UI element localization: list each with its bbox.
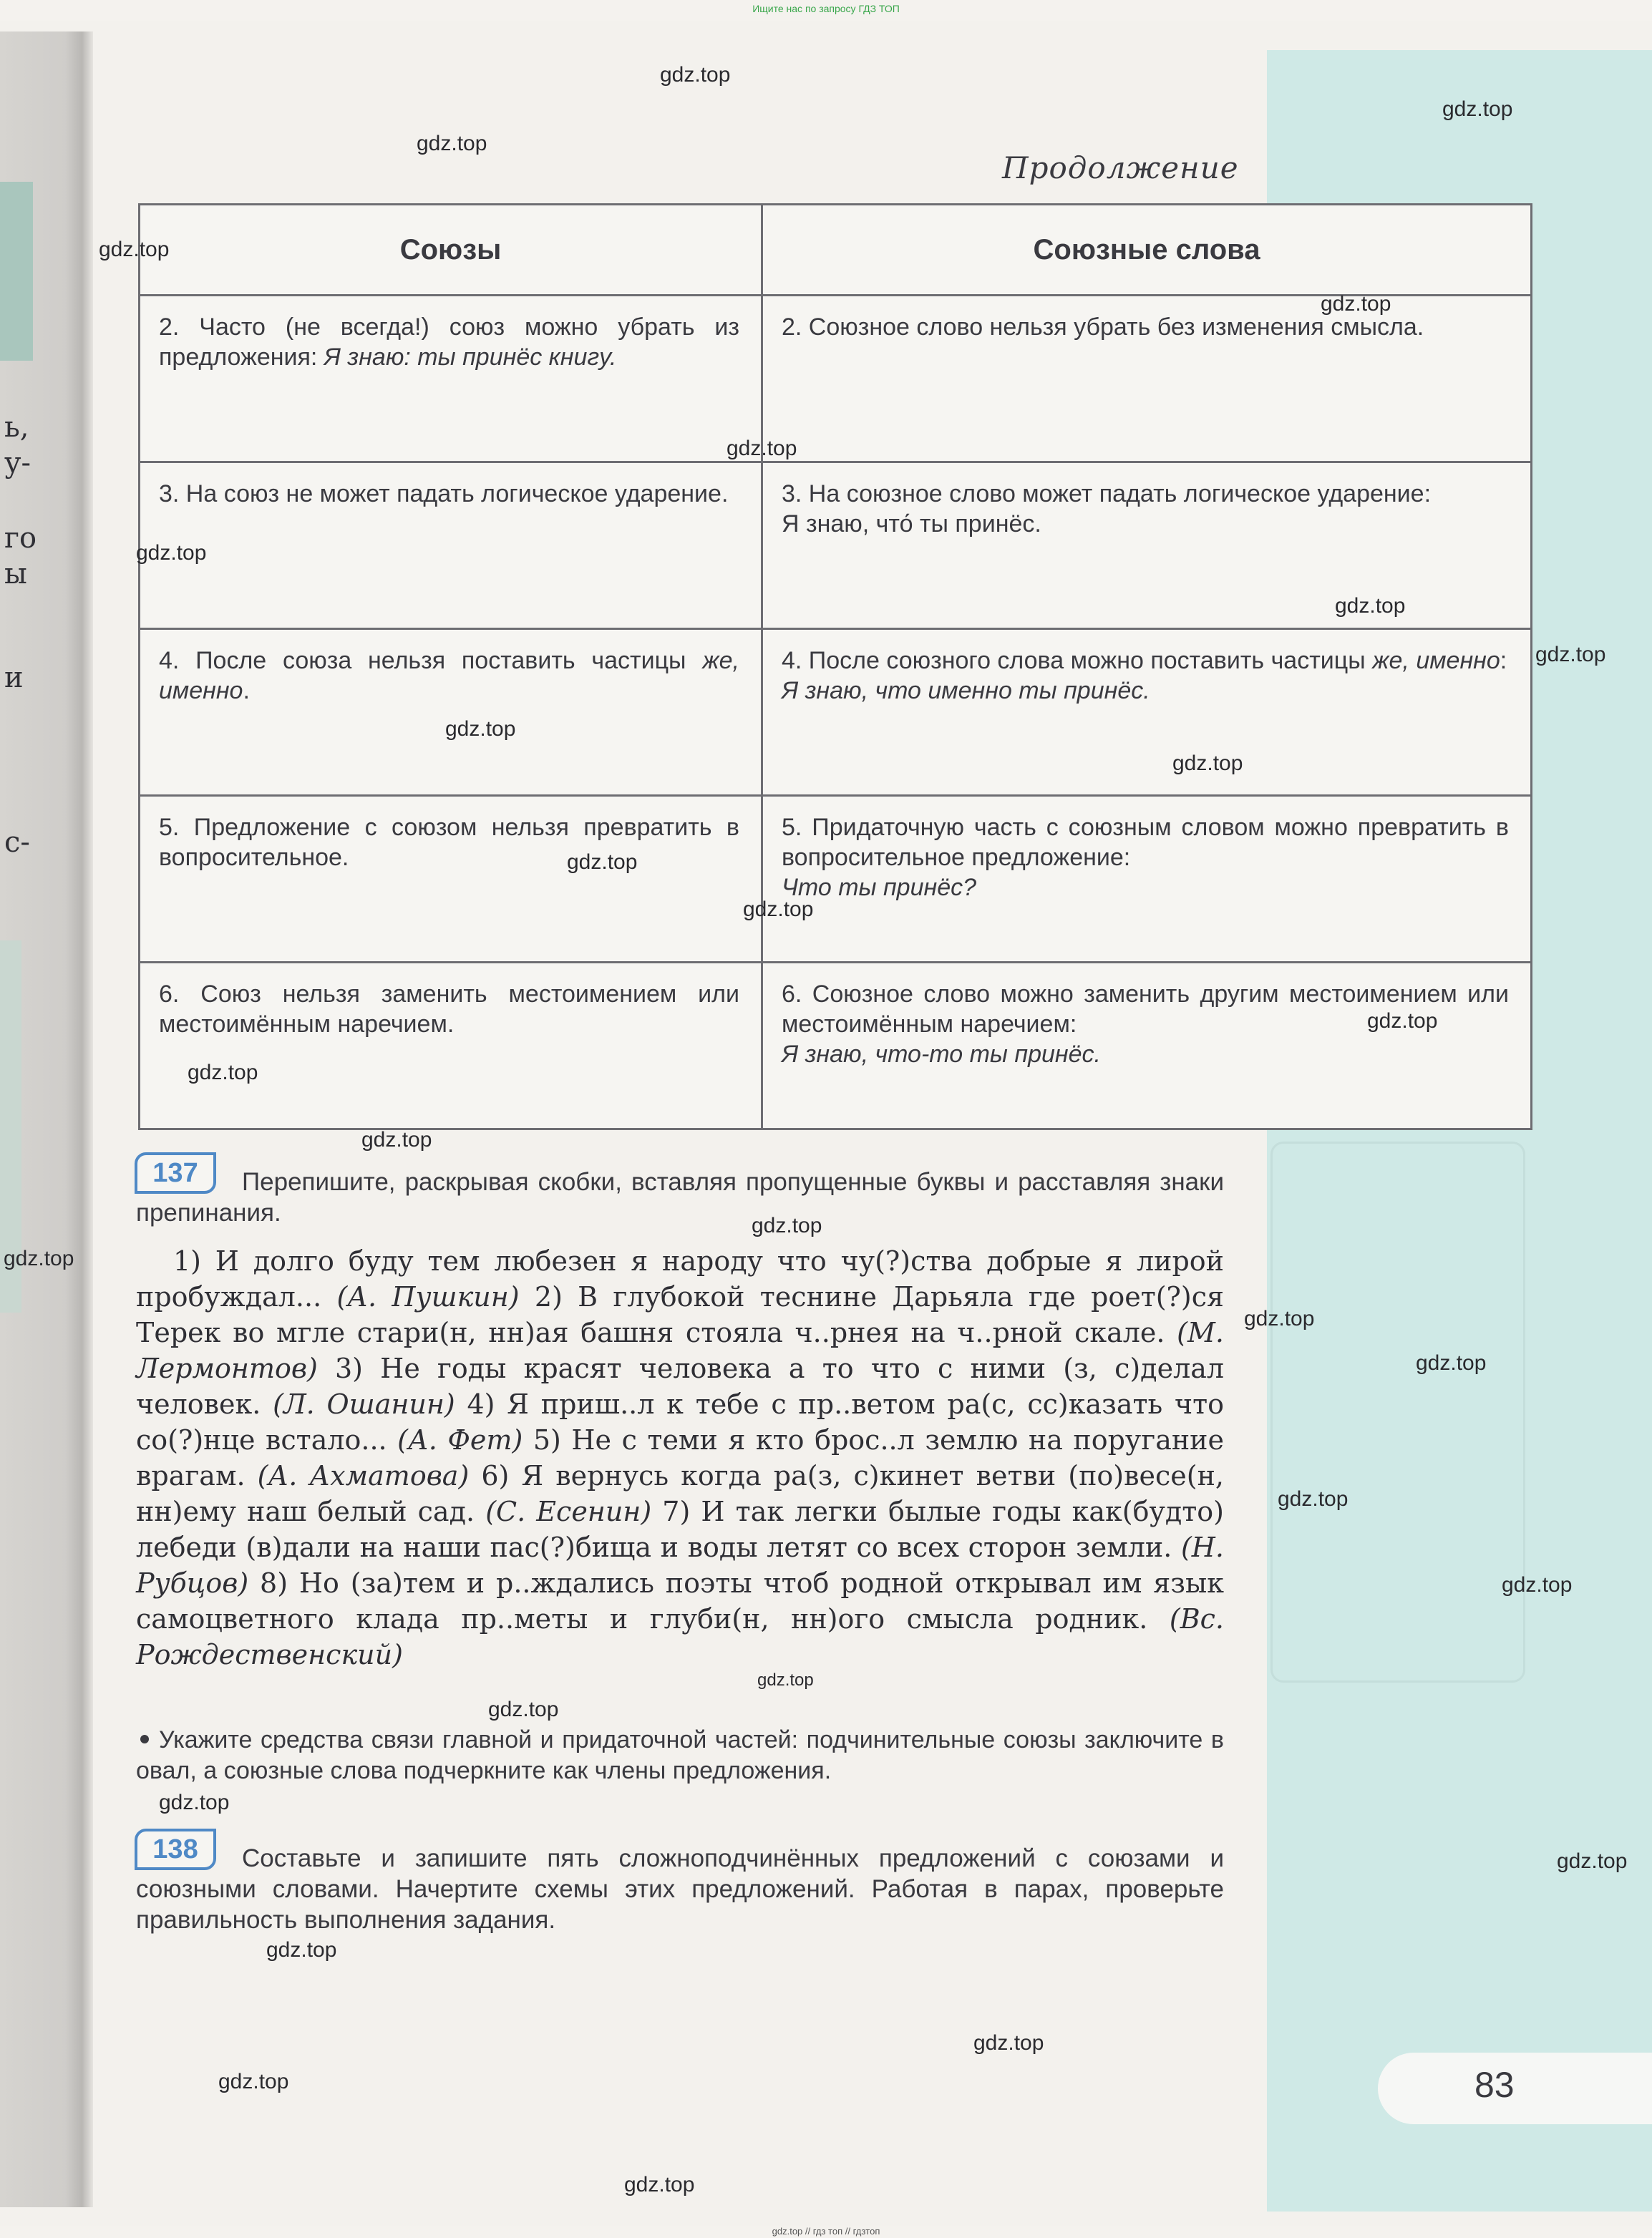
example-text: (Л. Ошанин) — [273, 1388, 455, 1420]
watermark: gdz.top — [188, 1061, 258, 1084]
text-segment: 2. Часто (не всегда!) союз можно убрать из предложения: — [159, 313, 739, 371]
text-segment: 3. На союзное слово может падать логическое ударение: — [782, 480, 1432, 507]
table-row — [140, 629, 1532, 796]
spine-letter: с- — [4, 826, 30, 859]
example-text: (А. Пушкин) — [336, 1281, 520, 1313]
watermark: gdz.top — [757, 1670, 814, 1690]
spine-letter: ы — [4, 558, 27, 590]
table-row — [140, 796, 1532, 963]
bullet-icon — [140, 1735, 149, 1743]
text-segment: 5) Не с теми я кто брос..л землю на поругание врагам. — [136, 1424, 1224, 1492]
example-text: (Н. Рубцов) — [136, 1532, 1224, 1599]
text-segment: 6) Я вернусь когда ра(з, с)кинет ветви (по)весе(н, нн)ему наш белый сад. — [136, 1460, 1225, 1527]
bottom-note: gdz.top // гдз топ // гдзтоп — [772, 2226, 880, 2237]
continuation-label: Продолжение — [1002, 150, 1239, 185]
text-segment: 1) И долго буду тем любезен я народу что чу(?)ства добрые я лирой пробуждал... — [136, 1245, 1224, 1313]
watermark: gdz.top — [624, 2173, 695, 2196]
table-row — [140, 462, 1532, 629]
watermark: gdz.top — [159, 1791, 230, 1814]
watermark: gdz.top — [1367, 1009, 1438, 1033]
watermark: gdz.top — [218, 2070, 289, 2093]
exercise-number-137: 137 — [135, 1152, 216, 1194]
example-text: Я знаю: ты принёс книгу. — [324, 344, 617, 371]
exercise-137-task: Перепишите, раскрывая скобки, вставляя пропущенные буквы и расставляя знаки препинания. — [136, 1168, 1224, 1227]
showthrough-panel — [1270, 1142, 1525, 1683]
exercise-137-text — [136, 1243, 1224, 1673]
text-segment: 6. Союзное слово можно заменить другим местоимением или местоимённым наречием: — [782, 981, 1509, 1038]
spine-letter: и — [4, 661, 24, 694]
table-row — [140, 296, 1532, 462]
text-segment: 4. После союзного слова можно поставить частицы — [782, 647, 1373, 674]
watermark: gdz.top — [488, 1698, 559, 1721]
exercise-137-note — [136, 1725, 1224, 1786]
exercise-number-138: 138 — [135, 1829, 216, 1870]
conjunction-cell — [140, 796, 762, 963]
example-text: Я знаю, что именно ты принёс. — [782, 677, 1150, 704]
text-segment: 6. Союз нельзя заменить местоимением или местоимённым наречием. — [159, 981, 739, 1038]
text-segment: 5. Придаточную часть с союзным словом можно превратить в вопросительное предложение: — [782, 814, 1509, 871]
text-segment: Я знаю, что́ ты принёс. — [782, 510, 1041, 537]
conjunction-cell — [140, 629, 762, 796]
spine-letter: ь, — [4, 411, 29, 444]
top-note: Ищите нас по запросу ГДЗ ТОП — [752, 3, 900, 14]
watermark: gdz.top — [567, 850, 638, 874]
watermark: gdz.top — [4, 1247, 74, 1270]
watermark: gdz.top — [727, 437, 797, 460]
example-text: же, именно — [1372, 647, 1500, 674]
text-segment: 3. На союз не может падать логическое ударение. — [159, 480, 729, 507]
example-text: (А. Фет) — [397, 1424, 523, 1456]
text-segment: 3) Не годы красят человека а то что с ними (з, с)делал человек. — [136, 1353, 1224, 1420]
text-segment: . — [243, 677, 250, 704]
note-text: Укажите средства связи главной и придаточной частей: подчинительные союзы заключите в овал, а союзные слова подчеркните как члены предложения. — [136, 1726, 1224, 1784]
example-text: же, именно — [159, 647, 739, 704]
spine-letter: го — [4, 522, 37, 555]
watermark: gdz.top — [1244, 1307, 1315, 1330]
text-segment: 7) И так легки былые годы как(будто) лебеди (в)дали на наши пас(?)бища и воды летят со всех сторон земли. — [136, 1496, 1224, 1563]
conjunction-cell — [140, 296, 762, 462]
spine-letter: у- — [4, 447, 31, 480]
conjunctive-word-cell — [762, 462, 1532, 629]
text-segment: 8) Но (за)тем и р..ждались поэты чтоб родной открывал им язык самоцветного клада пр..меты и глуби(н, нн)ого смысла родник. — [136, 1567, 1224, 1635]
example-text: Что ты принёс? — [782, 874, 977, 901]
watermark: gdz.top — [1321, 292, 1391, 316]
watermark: gdz.top — [99, 238, 170, 261]
conjunction-cell — [140, 963, 762, 1129]
watermark: gdz.top — [266, 1938, 337, 1962]
exercise-138-task: Составьте и запишите пять сложноподчинённых предложений с союзами и союзными словами. Начертите схемы этих предложений. Работая в парах, проверьте правильность выполнения задания. — [136, 1844, 1224, 1934]
watermark: gdz.top — [445, 717, 516, 741]
watermark: gdz.top — [752, 1214, 822, 1237]
page-number-box — [1378, 2053, 1652, 2124]
text-segment: : — [1500, 647, 1507, 674]
text-segment: 2. Союзное слово нельзя убрать без изменения смысла. — [782, 313, 1424, 341]
text-segment: 5. Предложение с союзом нельзя превратить в вопросительное. — [159, 814, 739, 871]
book-spine — [0, 31, 93, 2207]
conjunctive-word-cell — [762, 796, 1532, 963]
example-text: Я знаю, что-то ты принёс. — [782, 1041, 1101, 1068]
conjunctive-word-cell — [762, 963, 1532, 1129]
watermark: gdz.top — [361, 1128, 432, 1152]
conjunctive-word-cell — [762, 629, 1532, 796]
watermark: gdz.top — [1442, 97, 1513, 121]
watermark: gdz.top — [1335, 594, 1406, 618]
conjunction-cell — [140, 462, 762, 629]
watermark: gdz.top — [417, 132, 487, 155]
conjunctive-word-cell — [762, 296, 1532, 462]
watermark: gdz.top — [1172, 751, 1243, 775]
text-segment: 4) Я приш..л к тебе с пр..ветом ра(с, сс)казать что со(?)нце встало... — [136, 1388, 1225, 1456]
header-conjunctive-words: Союзные слова — [762, 205, 1532, 296]
watermark: gdz.top — [743, 897, 814, 921]
text-segment: 2) В глубокой теснине Дарьяла где роет(?)ся Терек во мгле стари(н, нн)ая башня стояла ч..рнея на ч..рной скале. — [136, 1281, 1224, 1348]
comparison-table — [138, 203, 1532, 1130]
page-number: 83 — [1474, 2065, 1515, 2105]
text-segment: 4. После союза нельзя поставить частицы — [159, 647, 703, 674]
example-text: (Вс. Рождественский) — [136, 1603, 1224, 1670]
header-conjunctions: Союзы — [140, 205, 762, 296]
example-text: (С. Есенин) — [485, 1496, 652, 1527]
spine-tab — [0, 182, 33, 361]
example-text: (М. Лермонтов) — [136, 1317, 1224, 1384]
watermark: gdz.top — [1502, 1573, 1573, 1597]
table-row — [140, 963, 1532, 1129]
watermark: gdz.top — [660, 63, 731, 87]
watermark: gdz.top — [1416, 1351, 1487, 1375]
watermark: gdz.top — [1278, 1487, 1349, 1511]
watermark: gdz.top — [973, 2031, 1044, 2055]
watermark: gdz.top — [1535, 643, 1606, 666]
example-text: (А. Ахматова) — [257, 1460, 470, 1492]
watermark: gdz.top — [1557, 1849, 1628, 1873]
watermark: gdz.top — [136, 541, 207, 565]
